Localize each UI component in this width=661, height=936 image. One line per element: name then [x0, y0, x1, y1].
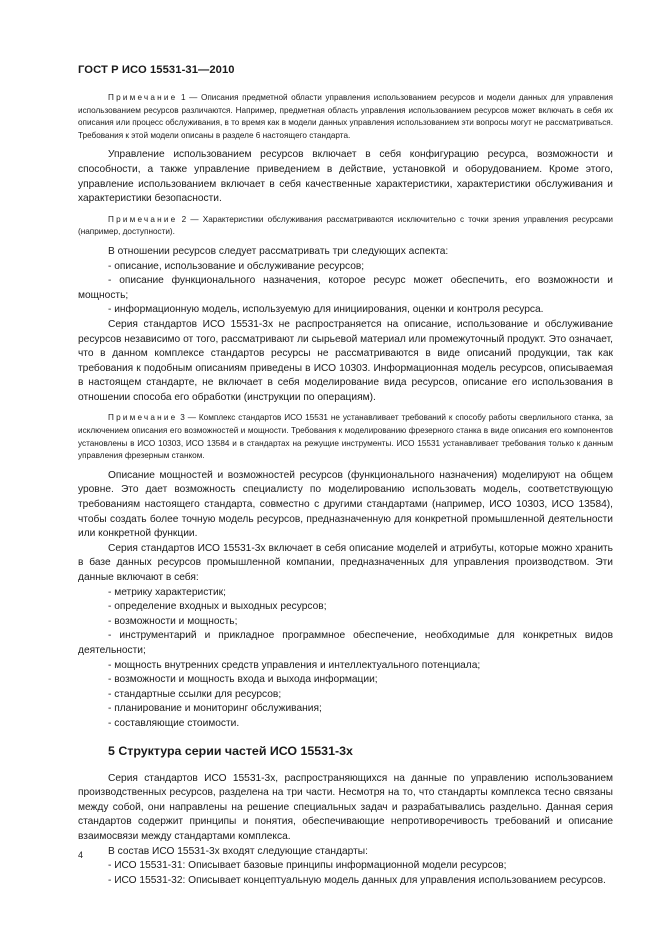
list-item: - метрику характеристик; [108, 586, 226, 598]
paragraph-7: В состав ИСО 15531-3х входят следующие стандарты: [108, 845, 368, 857]
list-item: - возможности и мощность; [108, 615, 238, 627]
note-3-lead: Примечание [108, 413, 178, 423]
note-2-lead: Примечание [108, 214, 178, 224]
note-3-text: 3 — Комплекс стандартов ИСО 15531 не устанавливает требований к способу работы сверлильного станка, за исключением описания его возможностей и мощности. Требования к моделированию фрезерного станка в виде описания его компонентов установлены в ИСО 10303, ИСО 13584 и в стандартах на режущие инструменты. ИСО 15531 устанавливает требования только к данным управления фрезерным станком. [78, 413, 613, 461]
note-1-lead: Примечание [108, 93, 178, 102]
note-3 [78, 412, 613, 462]
section-heading: 5 Структура серии частей ИСО 15531-3х [108, 743, 353, 758]
list-item: - составляющие стоимости. [108, 717, 240, 729]
list-item: - инструментарий и прикладное программное обеспечение, необходимые для конкретных видов деятельности; [78, 630, 613, 656]
paragraph-4: Описание мощностей и возможностей ресурсов (функционального назначения) моделируют на общем уровне. Это дает возможность специалисту по моделированию использовать модель, соответствующую требованиям настоящего стандарта, совместно с другими стандартами (например, ИСО 10303, ИСО 13584), чтобы создать более точную модель ресурсов, предназначенную для конкретной промышленной деятельности или конкретной функции. [78, 469, 613, 540]
paragraph-5: Серия стандартов ИСО 15531-3х включает в себя описание моделей и атрибуты, которые можно хранить в базе данных ресурсов промышленной компании, предназначенных для управления производством. Эти данные включают в себя: [78, 542, 613, 583]
list-item: - стандартные ссылки для ресурсов; [108, 688, 282, 700]
paragraph-3: Серия стандартов ИСО 15531-3х не распространяется на описание, использование и обслуживание ресурсов независимо от того, рассматривают ли сырьевой материал или промежуточный продукт. Это означает, что в данном комплексе стандартов ресурсы не рассматриваются в виде описаний продукции, так как требования к подобным описаниям приведены в ИСО 10303. Информационная модель ресурсов, описываемая в настоящем стандарте, не включает в себя моделирование вида ресурсов, описание его использования в отношении способа его обработки (инструкции по операциям). [78, 318, 613, 403]
note-2-text: 2 — Характеристики обслуживания рассматриваются исключительно с точки зрения управления ресурсами (например, доступности). [78, 214, 613, 237]
note-1-text: 1 — Описания предметной области управления использованием ресурсов и модели данных для управления использованием ресурсов различаются. Например, предметная область управления использованием ресурсов может включать в себя их описания или процесс обслуживания, в то время как в модели данных управления использованием эти вопросы могут не рассматриваться. Требования к этой модели описаны в разделе 6 настоящего стандарта. [78, 93, 614, 140]
page-number: 4 [78, 850, 84, 860]
paragraph-6: Серия стандартов ИСО 15531-3х, распространяющихся на данные по управлению использованием производственных ресурсов, разделена на три части. Несмотря на то, что стандарты комплекса тесно связаны между собой, они направлены на решение специальных задач и разрабатывались раздельно. Данная серия стандартов содержит принципы и понятия, обеспечивающие непротиворечивость требований и описание взаимосвязи между стандартами комплекса. [78, 772, 613, 842]
paragraph-1: Управление использованием ресурсов включает в себя конфигурацию ресурса, возможности и способности, а также управление приведением в действие, установкой и оборудованием. Кроме этого, управление использованием включает в себя качественные характеристики, характеристики обслуживания и характеристики безопасности. [78, 149, 613, 205]
note-2 [78, 214, 613, 239]
list-item: - возможности и мощность входа и выхода информации; [108, 674, 378, 686]
list-item: - мощность внутренних средств управления и интеллектуального потенциала; [108, 659, 481, 671]
list-item: - описание функционального назначения, которое ресурс может обеспечить, его возможности и мощность; [78, 275, 613, 301]
list-item: - определение входных и выходных ресурсов; [108, 601, 327, 613]
list-item: - информационную модель, используемую для инициирования, оценки и контроля ресурса. [108, 304, 544, 316]
list-item: - описание, использование и обслуживание ресурсов; [108, 260, 365, 272]
note-1 [78, 92, 613, 142]
list-item: - планирование и мониторинг обслуживания; [108, 703, 322, 715]
document-header: ГОСТ Р ИСО 15531-31—2010 [78, 64, 235, 76]
list-item: - ИСО 15531-31: Описывает базовые принципы информационной модели ресурсов; [108, 860, 507, 872]
list-item: - ИСО 15531-32: Описывает концептуальную модель данных для управления использованием ресурсов. [108, 874, 606, 886]
paragraph-2: В отношении ресурсов следует рассматривать три следующих аспекта: [108, 245, 449, 257]
